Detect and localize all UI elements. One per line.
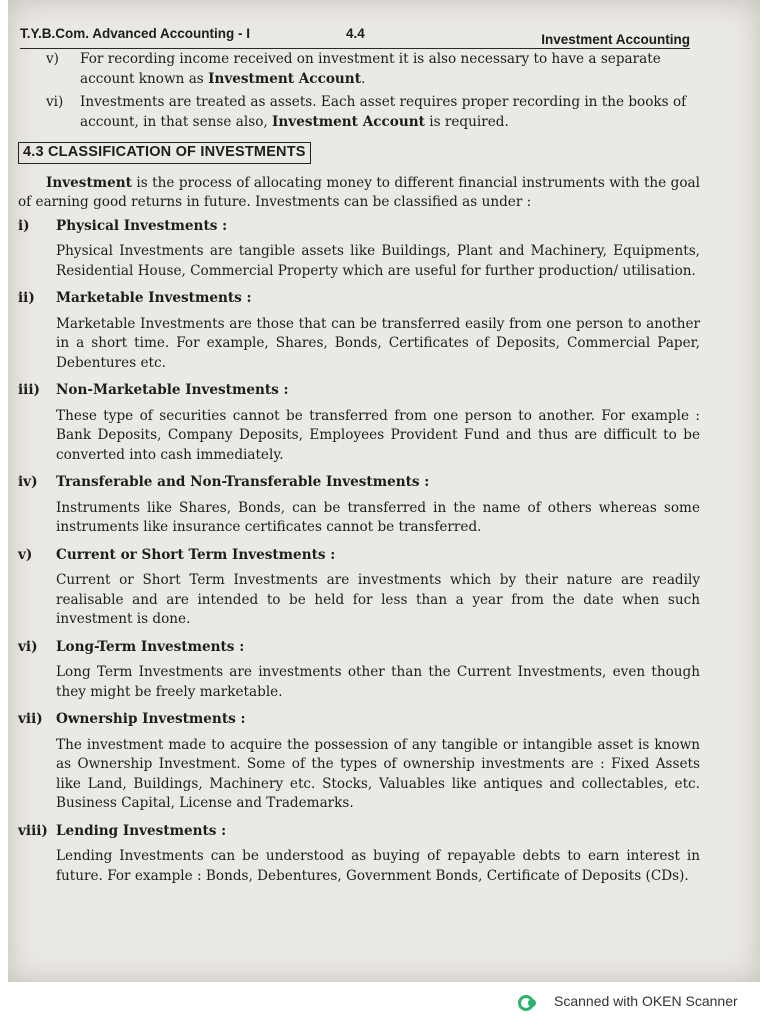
item-bold-term: Investment Account bbox=[272, 113, 425, 130]
classification-number: iv) bbox=[18, 474, 38, 490]
classification-heading bbox=[18, 473, 700, 493]
header-chapter-title: Investment Accounting bbox=[541, 32, 690, 47]
classification-body: Marketable Investments are those that can be transferred easily from one person to another in a short time. For example, Shares, Bonds, Certificates of Deposits, Commercial Paper, Debentures etc. bbox=[56, 315, 700, 371]
classification-body: The investment made to acquire the possession of any tangible or intangible asset is known as Ownership Investment. Some of the types of ownership investments are : Fixed Assets like Land, Buildings, Machinery etc. Stocks, Valuables like antiques and collectables, etc. Business Capital, License and Trademarks. bbox=[56, 736, 700, 811]
classification-number: iii) bbox=[18, 382, 40, 398]
classification-item bbox=[18, 289, 700, 373]
classification-number: vi) bbox=[18, 638, 38, 655]
header-book-title: T.Y.B.Com. Advanced Accounting - I bbox=[20, 26, 251, 41]
classification-body: Lending Investments can be understood as buying of repayable debts to earn interest in future. For example : Bonds, Debentures, Government Bonds, Certificate of Deposits (CDs). bbox=[56, 848, 700, 884]
classification-title: Non-Marketable Investments : bbox=[56, 382, 289, 398]
classification-heading bbox=[18, 217, 700, 237]
classification-title: Physical Investments : bbox=[56, 217, 228, 234]
item-bold-term: Investment Account bbox=[208, 70, 361, 87]
running-header bbox=[20, 22, 690, 49]
classification-number: v) bbox=[18, 546, 33, 563]
item-text-tail: . bbox=[360, 70, 366, 87]
oken-scanner-logo-icon bbox=[518, 993, 538, 1013]
section-intro bbox=[18, 174, 700, 213]
classification-heading bbox=[18, 546, 700, 566]
intro-text: is the process of allocating money to different financial instruments with the goal of earning good returns in future. Investments can be classified as under : bbox=[18, 174, 700, 210]
item-text: Investments are treated as assets. Each asset requires proper recording in the books of account, in that sense also, bbox=[80, 94, 687, 130]
classification-item bbox=[18, 638, 700, 703]
classification-number: i) bbox=[18, 217, 30, 234]
classification-item bbox=[18, 381, 700, 465]
list-item bbox=[18, 93, 700, 132]
item-text-tail: is required. bbox=[424, 113, 509, 130]
scanner-watermark-text: Scanned with OKEN Scanner bbox=[554, 993, 738, 1009]
item-text: For recording income received on investment it is also necessary to have a separate account known as bbox=[80, 51, 661, 87]
classification-heading bbox=[18, 710, 700, 730]
list-item bbox=[18, 50, 700, 89]
classification-item bbox=[18, 473, 700, 538]
classification-body: Current or Short Term Investments are investments which by their nature are readily realisable and are intended to be held for less than a year from the date when such investment is done. bbox=[56, 572, 700, 627]
classification-heading bbox=[18, 289, 700, 309]
classification-item bbox=[18, 217, 700, 282]
classification-number: ii) bbox=[18, 290, 35, 306]
classification-heading bbox=[18, 381, 700, 401]
classification-title: Ownership Investments : bbox=[56, 711, 246, 727]
item-number: v) bbox=[46, 51, 59, 67]
classification-item bbox=[18, 546, 700, 630]
page-body bbox=[18, 50, 700, 894]
classification-heading bbox=[18, 638, 700, 658]
classification-number: vii) bbox=[18, 711, 43, 727]
classification-item bbox=[18, 822, 700, 887]
classification-body: These type of securities cannot be transferred from one person to another. For example : Bank Deposits, Company Deposits, Employees Provident Fund and thus are difficult to be converted into cash immediately. bbox=[56, 407, 700, 463]
classification-title: Lending Investments : bbox=[56, 822, 227, 839]
classification-body: Instruments like Shares, Bonds, can be transferred in the name of others whereas some instruments like insurance certificates cannot be transferred. bbox=[56, 499, 700, 535]
intro-bold-term: Investment bbox=[46, 174, 132, 191]
scanned-page bbox=[8, 0, 760, 982]
classification-item bbox=[18, 710, 700, 814]
classification-body: Long Term Investments are investments other than the Current Investments, even though they might be freely marketable. bbox=[56, 664, 700, 700]
classification-number: viii) bbox=[18, 822, 48, 839]
header-page-number: 4.4 bbox=[346, 26, 365, 41]
classification-heading bbox=[18, 822, 700, 842]
classification-title: Marketable Investments : bbox=[56, 290, 252, 306]
classification-title: Transferable and Non-Transferable Investments : bbox=[56, 474, 430, 490]
section-heading: 4.3 CLASSIFICATION OF INVESTMENTS bbox=[18, 142, 311, 164]
classification-title: Current or Short Term Investments : bbox=[56, 546, 336, 563]
item-number: vi) bbox=[46, 94, 64, 110]
classification-body: Physical Investments are tangible assets like Buildings, Plant and Machinery, Equipments, Residential House, Commercial Property which are useful for further production/ utilisation. bbox=[56, 243, 700, 279]
classification-title: Long-Term Investments : bbox=[56, 638, 245, 655]
